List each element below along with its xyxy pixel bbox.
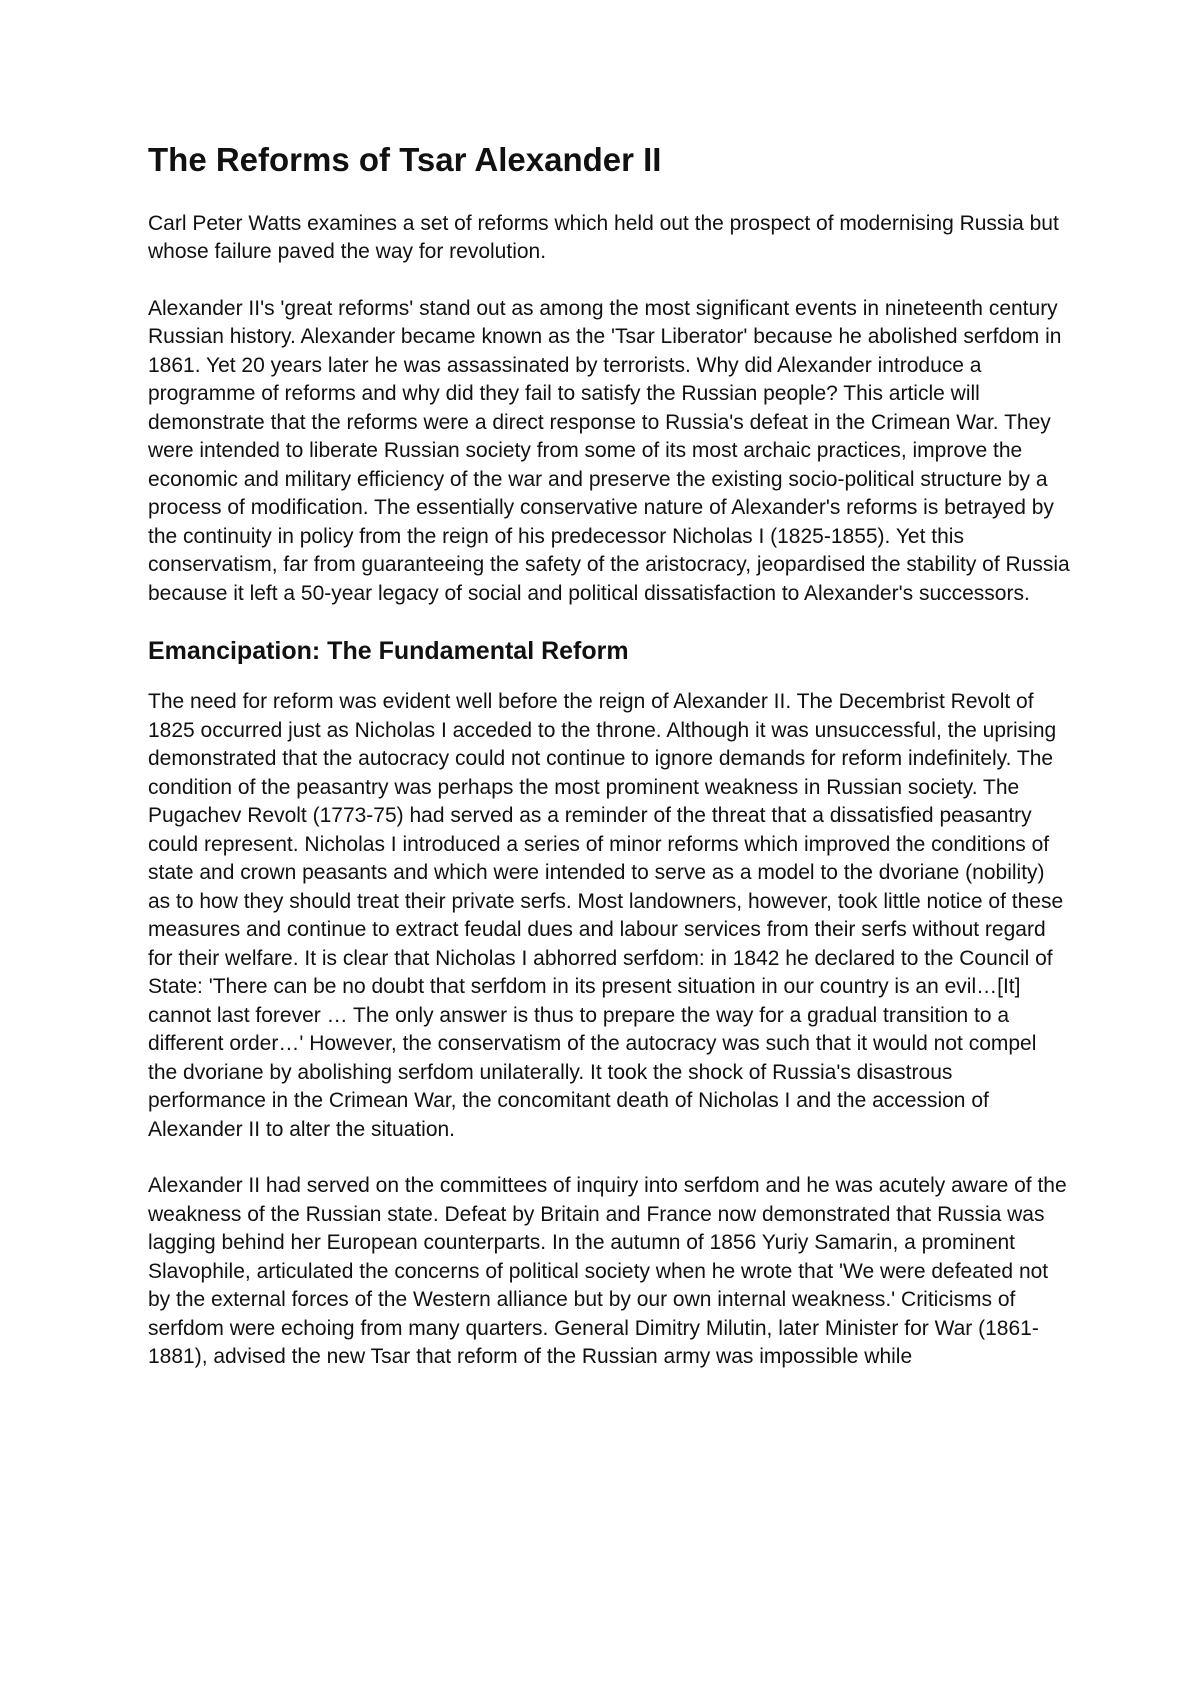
document-page (148, 140, 1070, 1400)
paragraph-alexander-committees: Alexander II had served on the committees of inquiry into serfdom and he was acutely aware of the weakness of the Russian state. Defeat by Britain and France now demonstrated that Russia was lagging behind her European counterparts. In the autumn of 1856 Yuriy Samarin, a prominent Slavophile, articulated the concerns of political society when he wrote that 'We were defeated not by the external forces of the Western alliance but by our own internal weakness.' Criticisms of serfdom were echoing from many quarters. General Dimitry Milutin, later Minister for War (1861-1881), advised the new Tsar that reform of the Russian army was impossible while (148, 1174, 1067, 1369)
paragraph-need-for-reform: The need for reform was evident well before the reign of Alexander II. The Decembrist Revolt of 1825 occurred just as Nicholas I acceded to the throne. Although it was unsuccessful, the uprising demonstrated that the autocracy could not continue to ignore demands for reform indefinitely. The condition of the peasantry was perhaps the most prominent weakness in Russian society. The Pugachev Revolt (1773-75) had served as a reminder of the threat that a dissatisfied peasantry could represent. Nicholas I introduced a series of minor reforms which improved the conditions of state and crown peasants and which were intended to serve as a model to the dvoriane (nobility) as to how they should treat their private serfs. Most landowners, however, took little notice of these measures and continue to extract feudal dues and labour services from their serfs without regard for their welfare. It is clear that Nicholas I abhorred serfdom: in 1842 he declared to the Council of State: 'There can be no doubt that serfdom in its present situation in our country is an evil…[It] cannot last forever … The only answer is thus to prepare the way for a gradual transition to a different order…' However, the conservatism of the autocracy was such that it would not compel the dvoriane by abolishing serfdom unilaterally. It took the shock of Russia's disastrous performance in the Crimean War, the concomitant death of Nicholas I and the accession of Alexander II to alter the situation. (148, 690, 1064, 1141)
article-standfirst: Carl Peter Watts examines a set of reforms which held out the prospect of modernising Russia but whose failure paved the way for revolution. (148, 211, 1059, 264)
page-title: The Reforms of Tsar Alexander II (148, 141, 662, 178)
paragraph-introduction: Alexander II's 'great reforms' stand out as among the most significant events in nineteenth century Russian history. Alexander became known as the 'Tsar Liberator' because he abolished serfdom in 1861. Yet 20 years later he was assassinated by terrorists. Why did Alexander introduce a programme of reforms and why did they fail to satisfy the Russian people? This article will demonstrate that the reforms were a direct response to Russia's defeat in the Crimean War. They were intended to liberate Russian society from some of its most archaic practices, improve the economic and military efficiency of the war and preserve the existing socio-political structure by a process of modification. The essentially conservative nature of Alexander's reforms is betrayed by the continuity in policy from the reign of his predecessor Nicholas I (1825-1855). Yet this conservatism, far from guaranteeing the safety of the aristocracy, jeopardised the stability of Russia because it left a 50-year legacy of social and political dissatisfaction to Alexander's successors. (148, 296, 1070, 605)
section-heading-emancipation: Emancipation: The Fundamental Reform (148, 637, 629, 666)
